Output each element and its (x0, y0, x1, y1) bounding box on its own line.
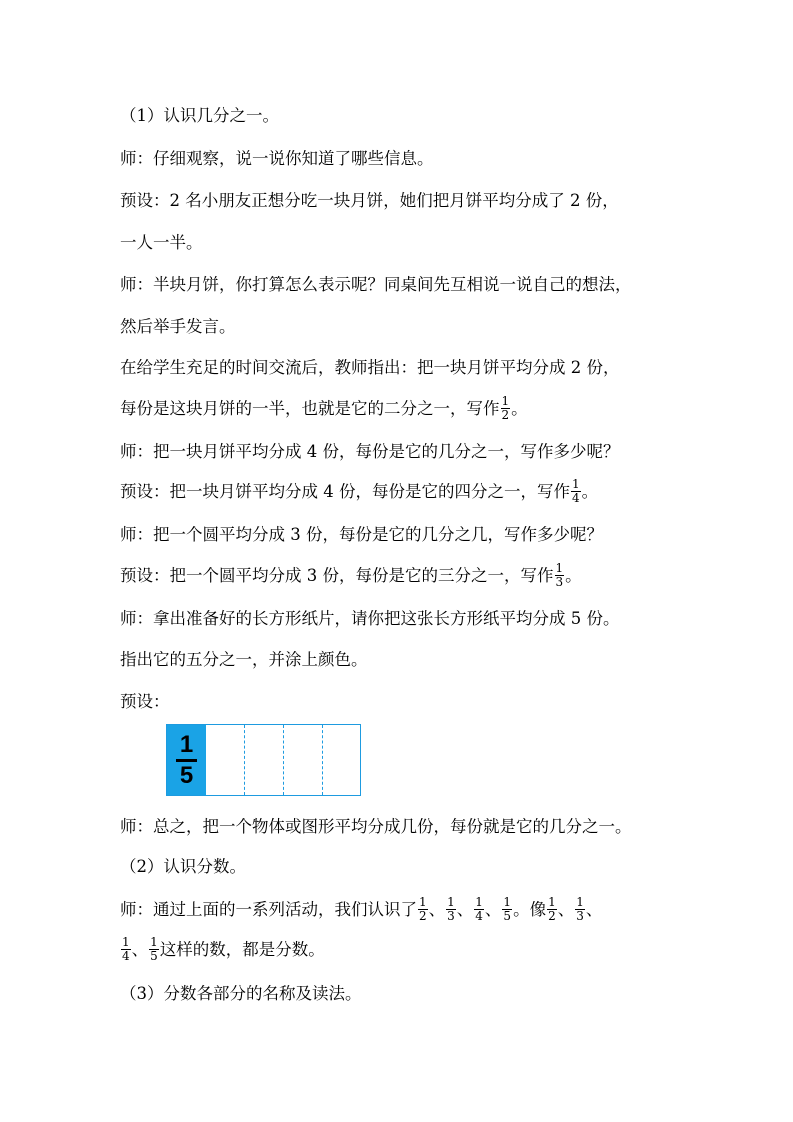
paragraph-preset-quarter (120, 479, 693, 506)
denominator: 4 (122, 949, 130, 963)
paragraph-text: 预设：把一个圆平均分成 3 份，每份是它的三分之一，写作 (120, 566, 554, 585)
dashed-divider (244, 725, 245, 795)
numerator: 1 (501, 394, 510, 408)
paragraph-preset-mooncake-1: 预设：2 名小朋友正想分吃一块月饼，她们把月饼平均分成了 2 份， (120, 191, 619, 210)
diagram-denominator: 5 (176, 759, 197, 790)
denominator: 3 (576, 909, 584, 923)
separator: 、 (557, 900, 575, 919)
paragraph-preset-label: 预设： (120, 692, 170, 711)
fraction-one-third (446, 896, 456, 923)
numerator: 1 (548, 895, 556, 909)
numerator: 1 (447, 895, 455, 909)
section3-title: （3）分数各部分的名称及读法。 (120, 984, 362, 1003)
paragraph-text: 预设：把一块月饼平均分成 4 份，每份是它的四分之一，写作 (120, 482, 570, 501)
numerator: 1 (576, 895, 584, 909)
fraction-one-third (555, 562, 565, 589)
dashed-divider (322, 725, 323, 795)
paragraph-preset-third (120, 563, 693, 590)
paragraph-teacher-points-2 (120, 396, 693, 423)
paragraph-teacher-quarter: 师：把一块月饼平均分成 4 份，每份是它的几分之一，写作多少呢？ (120, 442, 620, 461)
like-text: 。像 (513, 900, 547, 919)
fraction-one-fifth (149, 936, 159, 963)
fraction-one-quarter (121, 936, 131, 963)
denominator: 3 (555, 575, 564, 589)
numerator: 1 (555, 561, 564, 575)
separator: 、 (484, 900, 502, 919)
denominator: 5 (503, 909, 512, 923)
shaded-fifth (167, 725, 206, 795)
separator: 、 (456, 900, 474, 919)
denominator: 5 (150, 949, 158, 963)
numerator: 1 (419, 895, 427, 909)
denominator: 2 (548, 909, 556, 923)
fraction-one-half (418, 896, 428, 923)
denominator: 4 (475, 909, 483, 923)
paragraph-teacher-rectangle-1: 师：拿出准备好的长方形纸片，请你把这张长方形纸平均分成 5 份。 (120, 609, 620, 628)
paragraph-teacher-circle: 师：把一个圆平均分成 3 份，每份是它的几分之几，写作多少呢？ (120, 525, 603, 544)
paragraph-teacher-fractions-1 (120, 897, 693, 924)
paragraph-teacher-rectangle-2: 指出它的五分之一，并涂上颜色。 (120, 650, 368, 669)
section2-title: （2）认识分数。 (120, 857, 246, 876)
diagram-numerator: 1 (179, 730, 194, 758)
paragraph-teacher-half-2: 然后举手发言。 (120, 317, 236, 336)
paragraph-text: 每份是这块月饼的一半，也就是它的二分之一，写作 (120, 399, 500, 418)
numerator: 1 (503, 895, 512, 909)
period: 。 (511, 399, 528, 418)
denominator: 4 (572, 491, 580, 505)
fraction-one-half (547, 896, 557, 923)
paragraph-preset-mooncake-2: 一人一半。 (120, 233, 203, 252)
period: 。 (565, 566, 582, 585)
denominator: 2 (501, 408, 510, 422)
separator: 、 (131, 940, 149, 959)
paragraph-teacher-fractions-2 (120, 937, 693, 964)
fraction-one-quarter (571, 478, 581, 505)
numerator: 1 (122, 935, 130, 949)
numerator: 1 (475, 895, 483, 909)
paragraph-teacher-half-1: 师：半块月饼，你打算怎么表示呢？同桌间先互相说一说自己的想法， (120, 275, 632, 294)
period: 。 (581, 482, 599, 501)
numerator: 1 (572, 477, 580, 491)
rectangle-fifths-diagram (166, 724, 361, 796)
denominator: 3 (447, 909, 455, 923)
paragraph-teacher-summary: 师：总之，把一个物体或图形平均分成几份，每份就是它的几分之一。 (120, 817, 632, 836)
section1-title: （1）认识几分之一。 (120, 106, 279, 125)
fraction-one-fifth (502, 896, 512, 923)
denominator: 2 (419, 909, 427, 923)
separator: 、 (585, 900, 603, 919)
numerator: 1 (150, 935, 158, 949)
fraction-one-half (501, 395, 511, 422)
fraction-one-third (575, 896, 585, 923)
paragraph-teacher-points-1: 在给学生充足的时间交流后，教师指出：把一块月饼平均分成 2 份， (120, 358, 620, 377)
fraction-one-quarter (474, 896, 484, 923)
paragraph-teacher-observe: 师：仔细观察，说一说你知道了哪些信息。 (120, 149, 434, 168)
separator: 、 (428, 900, 446, 919)
paragraph-text: 这样的数，都是分数。 (159, 940, 325, 959)
dashed-divider (283, 725, 284, 795)
paragraph-text: 师：通过上面的一系列活动，我们认识了 (120, 900, 417, 919)
